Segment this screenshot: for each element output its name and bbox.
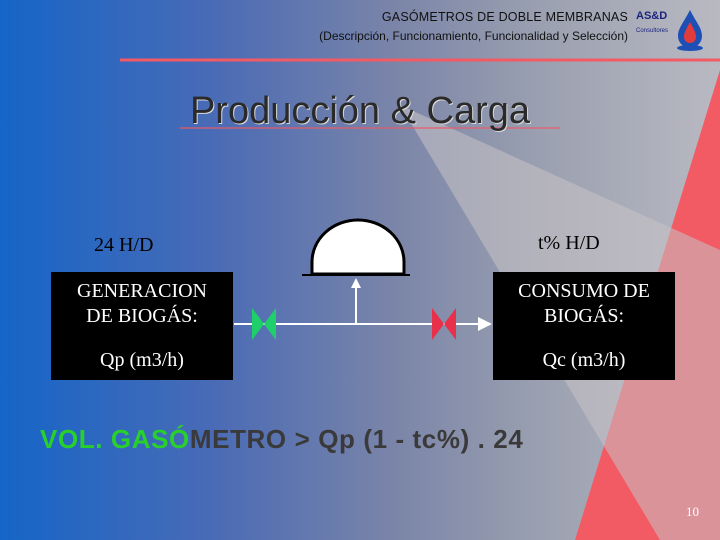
red-valve-icon	[432, 308, 456, 340]
slide-title: Producción & Carga	[189, 90, 531, 132]
pipe-arrowhead	[478, 317, 492, 331]
gas-holder-dome	[312, 220, 404, 274]
generation-flow-unit: Qp (m3/h)	[100, 349, 184, 371]
consumption-rate-label: t% H/D	[538, 232, 600, 254]
page-number: 10	[686, 504, 699, 519]
formula-rest: METRO > Qp (1 - tc%) . 24	[189, 424, 524, 454]
generation-box-line2: DE BIOGÁS:	[86, 305, 198, 327]
formula-lead: VOL. GASÓ	[40, 424, 190, 454]
consumption-box-line2: BIOGÁS:	[543, 305, 624, 327]
logo-subtext: Consultores	[636, 28, 669, 34]
header-title: GASÓMETROS DE DOBLE MEMBRANAS	[381, 10, 628, 24]
consumption-box-line1: CONSUMO DE	[518, 280, 650, 302]
header-subtitle: (Descripción, Funcionamiento, Funcionalidad y Selección)	[319, 29, 628, 43]
volume-formula	[40, 424, 523, 455]
green-valve-icon	[252, 308, 276, 340]
logo-text: AS&D	[636, 10, 668, 22]
generation-box-line1: GENERACION	[77, 280, 207, 302]
generation-rate-label: 24 H/D	[94, 234, 154, 256]
holder-feed-arrow	[351, 278, 361, 288]
consumption-flow-unit: Qc (m3/h)	[542, 349, 626, 371]
